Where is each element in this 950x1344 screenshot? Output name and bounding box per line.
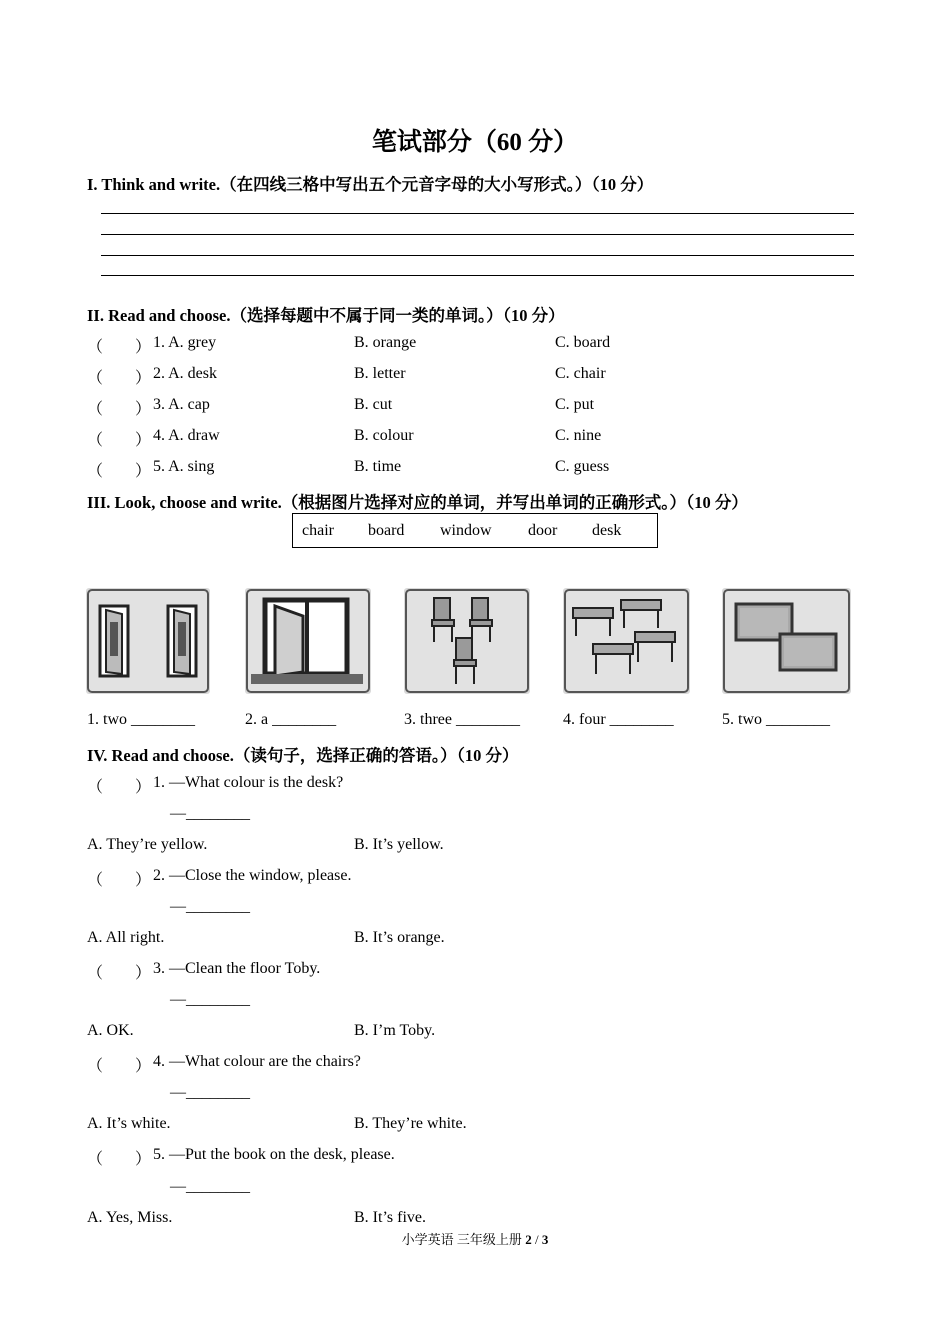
four-desks-picture bbox=[563, 588, 690, 694]
two-doors-picture bbox=[86, 588, 210, 694]
question-text: 2. —Close the window, please. bbox=[153, 867, 352, 884]
grid-line bbox=[101, 213, 854, 214]
answer-bracket[interactable]: （ ） bbox=[87, 432, 152, 449]
answer-bracket[interactable]: （ ） bbox=[87, 1058, 152, 1075]
answer-bracket[interactable]: （ ） bbox=[87, 872, 152, 889]
answer-bracket[interactable]: （ ） bbox=[87, 1151, 152, 1168]
option-b: B. orange bbox=[354, 334, 417, 351]
option-c: C. chair bbox=[555, 365, 606, 382]
answer-bracket[interactable]: （ ） bbox=[87, 370, 152, 387]
section-4-heading: IV. Read and choose.（读句子，选择正确的答语。）（10 分） bbox=[87, 746, 519, 765]
grid-line bbox=[101, 275, 854, 276]
option-b: B. time bbox=[354, 458, 402, 475]
option-a: 3. A. cap bbox=[153, 396, 210, 413]
option-a: 5. A. sing bbox=[153, 458, 215, 475]
word-bank bbox=[292, 513, 658, 548]
option-b: B. It’s orange. bbox=[354, 929, 445, 946]
word-desk: desk bbox=[592, 522, 622, 539]
question-text: 5. —Put the book on the desk, please. bbox=[153, 1146, 395, 1163]
section-2-heading: II. Read and choose.（选择每题中不属于同一类的单词。）（10 分） bbox=[87, 306, 565, 325]
word-board: board bbox=[368, 522, 405, 539]
page-title: 笔试部分（60 分） bbox=[371, 129, 579, 156]
picture-caption-2[interactable]: 2. a ________ bbox=[245, 711, 337, 728]
option-c: C. put bbox=[555, 396, 595, 413]
picture-caption-5[interactable]: 5. two ________ bbox=[722, 711, 830, 728]
option-c: C. nine bbox=[555, 427, 602, 444]
picture-caption-4[interactable]: 4. four ________ bbox=[563, 711, 674, 728]
picture-caption-3[interactable]: 3. three ________ bbox=[404, 711, 520, 728]
option-b: B. cut bbox=[354, 396, 393, 413]
footer-page-total: 3 bbox=[541, 1232, 549, 1247]
question-text: 3. —Clean the floor Toby. bbox=[153, 960, 321, 977]
word-window: window bbox=[440, 522, 492, 539]
option-a: A. It’s white. bbox=[87, 1115, 171, 1132]
section-1-heading: I. Think and write.（在四线三格中写出五个元音字母的大小写形式。）（10 分） bbox=[87, 175, 654, 194]
answer-bracket[interactable]: （ ） bbox=[87, 779, 152, 796]
word-chair: chair bbox=[302, 522, 334, 539]
question-text: 4. —What colour are the chairs? bbox=[153, 1053, 361, 1070]
question-text: 1. —What colour is the desk? bbox=[153, 774, 344, 791]
grid-line bbox=[101, 234, 854, 235]
option-a: A. All right. bbox=[87, 929, 165, 946]
answer-bracket[interactable]: （ ） bbox=[87, 463, 152, 480]
option-a: A. Yes, Miss. bbox=[87, 1209, 173, 1226]
option-b: B. colour bbox=[354, 427, 414, 444]
word-door: door bbox=[528, 522, 558, 539]
picture-caption-1[interactable]: 1. two ________ bbox=[87, 711, 195, 728]
option-b: B. It’s five. bbox=[354, 1209, 426, 1226]
two-boards-picture bbox=[722, 588, 851, 694]
page-footer bbox=[0, 1229, 950, 1248]
section-3-heading: III. Look, choose and write.（根据图片选择对应的单词，并写出单词的正确形式。）（10 分） bbox=[87, 493, 748, 512]
response-blank: —________ bbox=[170, 805, 250, 822]
option-b: B. letter bbox=[354, 365, 406, 382]
footer-page-number: 2 bbox=[525, 1232, 532, 1247]
grid-line bbox=[101, 255, 854, 256]
option-b: B. I’m Toby. bbox=[354, 1022, 436, 1039]
option-a: A. OK. bbox=[87, 1022, 134, 1039]
response-blank: —________ bbox=[170, 1178, 250, 1195]
option-c: C. board bbox=[555, 334, 611, 351]
option-a: A. They’re yellow. bbox=[87, 836, 208, 853]
answer-bracket[interactable]: （ ） bbox=[87, 965, 152, 982]
option-a: 2. A. desk bbox=[153, 365, 217, 382]
option-c: C. guess bbox=[555, 458, 610, 475]
three-chairs-picture bbox=[404, 588, 530, 694]
response-blank: —________ bbox=[170, 1084, 250, 1101]
option-a: 4. A. draw bbox=[153, 427, 220, 444]
response-blank: —________ bbox=[170, 991, 250, 1008]
answer-bracket[interactable]: （ ） bbox=[87, 339, 152, 356]
window-picture bbox=[245, 588, 371, 694]
answer-bracket[interactable]: （ ） bbox=[87, 401, 152, 418]
footer-text: 小学英语 三年级上册 bbox=[401, 1232, 526, 1247]
footer-separator: / bbox=[531, 1232, 542, 1247]
option-b: B. They’re white. bbox=[354, 1115, 467, 1132]
response-blank: —________ bbox=[170, 898, 250, 915]
option-b: B. It’s yellow. bbox=[354, 836, 444, 853]
option-a: 1. A. grey bbox=[153, 334, 217, 351]
